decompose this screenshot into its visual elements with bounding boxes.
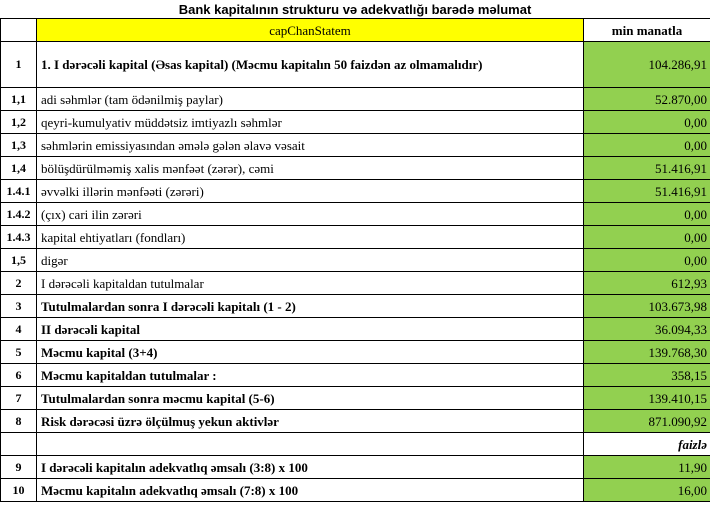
row-label-cell: adi səhmlər (tam ödənilmiş paylar) bbox=[37, 88, 584, 111]
table-row bbox=[1, 134, 710, 157]
table-row bbox=[1, 42, 710, 88]
header-label-cell: capChanStatem bbox=[37, 19, 584, 42]
table-row bbox=[1, 180, 710, 203]
row-label-cell: digər bbox=[37, 249, 584, 272]
table-row bbox=[1, 249, 710, 272]
row-label-cell: Risk dərəcəsi üzrə ölçülmuş yekun aktivlər bbox=[37, 410, 584, 433]
row-number-cell: 1,2 bbox=[1, 111, 37, 134]
row-number-cell bbox=[1, 433, 37, 456]
table-row bbox=[1, 318, 710, 341]
row-number-cell: 1,3 bbox=[1, 134, 37, 157]
table-row bbox=[1, 341, 710, 364]
row-value-cell: 871.090,92 bbox=[584, 410, 710, 433]
table-row bbox=[1, 111, 710, 134]
row-number-cell: 1,1 bbox=[1, 88, 37, 111]
header-empty-cell bbox=[1, 19, 37, 42]
row-label-cell: (çıx) cari ilin zərəri bbox=[37, 203, 584, 226]
row-label-cell: Tutulmalardan sonra I dərəcəli kapitalı (1 - 2) bbox=[37, 295, 584, 318]
row-value-cell: 104.286,91 bbox=[584, 42, 710, 88]
row-number-cell: 1.4.2 bbox=[1, 203, 37, 226]
row-value-cell: 103.673,98 bbox=[584, 295, 710, 318]
table-row bbox=[1, 479, 710, 502]
table-row bbox=[1, 410, 710, 433]
row-number-cell: 1.4.1 bbox=[1, 180, 37, 203]
row-value-cell: 0,00 bbox=[584, 111, 710, 134]
row-value-cell: 358,15 bbox=[584, 364, 710, 387]
row-number-cell: 9 bbox=[1, 456, 37, 479]
row-label-cell bbox=[37, 433, 584, 456]
row-number-cell: 1,4 bbox=[1, 157, 37, 180]
row-number-cell: 1.4.3 bbox=[1, 226, 37, 249]
row-value-cell: 0,00 bbox=[584, 203, 710, 226]
row-value-cell: 16,00 bbox=[584, 479, 710, 502]
row-number-cell: 1 bbox=[1, 42, 37, 88]
table-row bbox=[1, 203, 710, 226]
row-label-cell: Məcmu kapitaldan tutulmalar : bbox=[37, 364, 584, 387]
row-value-cell: 0,00 bbox=[584, 134, 710, 157]
table-row bbox=[1, 157, 710, 180]
row-label-cell: Məcmu kapitalın adekvatlıq əmsalı (7:8) x 100 bbox=[37, 479, 584, 502]
table-header-row bbox=[1, 19, 710, 42]
row-value-cell: 11,90 bbox=[584, 456, 710, 479]
row-number-cell: 7 bbox=[1, 387, 37, 410]
table-row bbox=[1, 295, 710, 318]
row-value-cell: 51.416,91 bbox=[584, 180, 710, 203]
table-row bbox=[1, 226, 710, 249]
row-label-cell: 1. I dərəcəli kapital (Əsas kapital) (Məcmu kapitalın 50 faizdən az olmamalıdır) bbox=[37, 42, 584, 88]
row-number-cell: 1,5 bbox=[1, 249, 37, 272]
row-number-cell: 4 bbox=[1, 318, 37, 341]
row-value-cell: 139.410,15 bbox=[584, 387, 710, 410]
row-value-cell: 51.416,91 bbox=[584, 157, 710, 180]
row-value-cell: 52.870,00 bbox=[584, 88, 710, 111]
row-label-cell: kapital ehtiyatları (fondları) bbox=[37, 226, 584, 249]
table-row bbox=[1, 387, 710, 410]
row-number-cell: 3 bbox=[1, 295, 37, 318]
row-number-cell: 2 bbox=[1, 272, 37, 295]
table-row bbox=[1, 456, 710, 479]
row-label-cell: I dərəcəli kapitaldan tutulmalar bbox=[37, 272, 584, 295]
header-value-cell: min manatla bbox=[584, 19, 710, 42]
table-row bbox=[1, 272, 710, 295]
row-label-cell: əvvəlki illərin mənfəəti (zərəri) bbox=[37, 180, 584, 203]
capital-structure-table bbox=[0, 18, 710, 502]
row-label-cell: I dərəcəli kapitalın adekvatlıq əmsalı (3:8) x 100 bbox=[37, 456, 584, 479]
row-number-cell: 6 bbox=[1, 364, 37, 387]
row-label-cell: qeyri-kumulyativ müddətsiz imtiyazlı səhmlər bbox=[37, 111, 584, 134]
row-value-cell: 36.094,33 bbox=[584, 318, 710, 341]
row-value-cell: 612,93 bbox=[584, 272, 710, 295]
row-label-cell: Məcmu kapital (3+4) bbox=[37, 341, 584, 364]
row-value-cell: 0,00 bbox=[584, 249, 710, 272]
table-row bbox=[1, 364, 710, 387]
row-value-cell: 0,00 bbox=[584, 226, 710, 249]
document-title: Bank kapitalının strukturu və adekvatlığı barədə məlumat bbox=[178, 2, 532, 17]
row-number-cell: 10 bbox=[1, 479, 37, 502]
row-value-cell: 139.768,30 bbox=[584, 341, 710, 364]
row-value-cell: faizlə bbox=[584, 433, 710, 456]
row-number-cell: 8 bbox=[1, 410, 37, 433]
table-row bbox=[1, 88, 710, 111]
row-label-cell: bölüşdürülməmiş xalis mənfəət (zərər), cəmi bbox=[37, 157, 584, 180]
row-label-cell: Tutulmalardan sonra məcmu kapital (5-6) bbox=[37, 387, 584, 410]
row-label-cell: səhmlərin emissiyasından əmələ gələn əlavə vəsait bbox=[37, 134, 584, 157]
table-row bbox=[1, 433, 710, 456]
row-label-cell: II dərəcəli kapital bbox=[37, 318, 584, 341]
row-number-cell: 5 bbox=[1, 341, 37, 364]
